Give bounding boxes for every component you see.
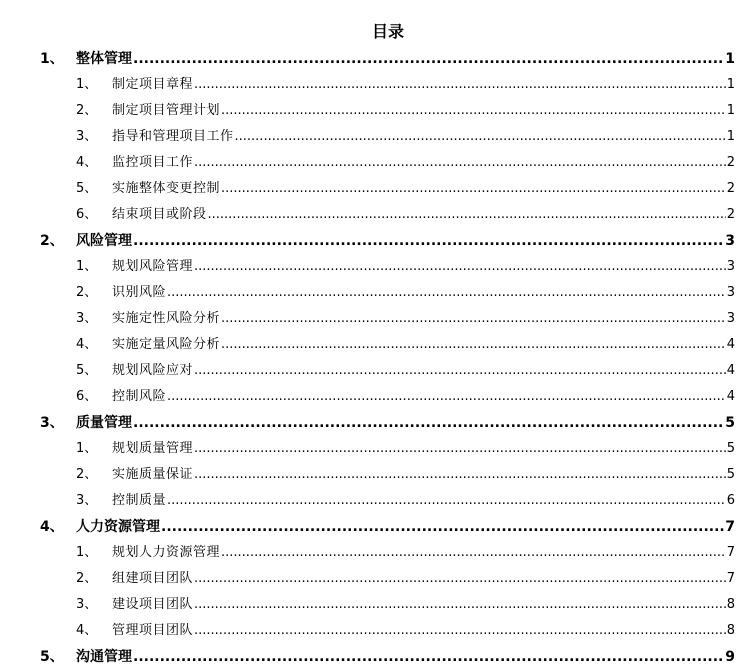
toc-entry-line bbox=[112, 596, 735, 614]
toc-entry-number: 1、 bbox=[76, 545, 98, 560]
toc-entry-number: 1、 bbox=[76, 77, 98, 92]
toc-subsection-row[interactable] bbox=[0, 98, 745, 124]
dot-leader bbox=[221, 180, 726, 198]
dot-leader bbox=[194, 258, 726, 276]
toc-entry-label[interactable]: 管理项目团队 bbox=[112, 623, 194, 638]
toc-entry-label[interactable]: 实施整体变更控制 bbox=[112, 181, 221, 196]
toc-subsection-row[interactable] bbox=[0, 254, 745, 280]
table-of-contents bbox=[0, 46, 745, 670]
toc-entry-number: 2、 bbox=[40, 233, 64, 249]
toc-entry-label[interactable]: 实施定量风险分析 bbox=[112, 337, 221, 352]
toc-page-number: 6 bbox=[726, 493, 735, 508]
toc-section-row[interactable] bbox=[0, 46, 745, 72]
toc-subsection-row[interactable] bbox=[0, 150, 745, 176]
toc-page-number: 1 bbox=[726, 77, 735, 92]
toc-page-number: 2 bbox=[726, 207, 735, 222]
toc-subsection-row[interactable] bbox=[0, 462, 745, 488]
toc-entry-number: 5、 bbox=[76, 181, 98, 196]
toc-entry-number: 1、 bbox=[40, 51, 64, 67]
toc-page-number: 2 bbox=[726, 181, 735, 196]
toc-entry-line bbox=[112, 154, 735, 172]
dot-leader bbox=[167, 492, 726, 510]
toc-page-number: 1 bbox=[726, 103, 735, 118]
toc-subsection-row[interactable] bbox=[0, 618, 745, 644]
toc-entry-label[interactable]: 识别风险 bbox=[112, 285, 167, 300]
toc-entry-label[interactable]: 人力资源管理 bbox=[76, 519, 160, 535]
toc-entry-line bbox=[112, 258, 735, 276]
toc-entry-line bbox=[76, 232, 735, 250]
toc-entry-line bbox=[112, 102, 735, 120]
toc-entry-line bbox=[112, 206, 735, 224]
dot-leader bbox=[194, 76, 726, 94]
dot-leader bbox=[133, 50, 724, 68]
toc-entry-line bbox=[112, 388, 735, 406]
dot-leader bbox=[194, 440, 726, 458]
toc-entry-label[interactable]: 控制质量 bbox=[112, 493, 167, 508]
toc-entry-line bbox=[112, 466, 735, 484]
toc-section-row[interactable] bbox=[0, 644, 745, 670]
toc-section-row[interactable] bbox=[0, 514, 745, 540]
toc-page-number: 7 bbox=[725, 519, 735, 535]
toc-entry-line bbox=[112, 336, 735, 354]
toc-page-number: 4 bbox=[726, 389, 735, 404]
toc-page-number: 5 bbox=[726, 441, 735, 456]
toc-page-number: 3 bbox=[726, 285, 735, 300]
toc-entry-line bbox=[112, 180, 735, 198]
toc-page-number: 3 bbox=[726, 311, 735, 326]
toc-entry-line bbox=[112, 310, 735, 328]
toc-page-number: 5 bbox=[726, 467, 735, 482]
toc-page-number: 9 bbox=[725, 649, 735, 665]
toc-entry-line bbox=[112, 544, 735, 562]
toc-entry-number: 3、 bbox=[76, 597, 98, 612]
toc-page-number: 5 bbox=[725, 415, 735, 431]
dot-leader bbox=[221, 102, 726, 120]
dot-leader bbox=[235, 128, 726, 146]
toc-entry-line bbox=[112, 622, 735, 640]
toc-entry-line bbox=[112, 284, 735, 302]
toc-subsection-row[interactable] bbox=[0, 280, 745, 306]
toc-entry-label[interactable]: 制定项目章程 bbox=[112, 77, 194, 92]
toc-section-row[interactable] bbox=[0, 410, 745, 436]
toc-entry-label[interactable]: 结束项目或阶段 bbox=[112, 207, 207, 222]
toc-entry-number: 4、 bbox=[76, 155, 98, 170]
toc-entry-label[interactable]: 建设项目团队 bbox=[112, 597, 194, 612]
dot-leader bbox=[208, 206, 726, 224]
toc-page-number: 3 bbox=[726, 259, 735, 274]
toc-entry-label[interactable]: 实施定性风险分析 bbox=[112, 311, 221, 326]
toc-page-number: 7 bbox=[726, 545, 735, 560]
toc-entry-number: 2、 bbox=[76, 285, 98, 300]
dot-leader bbox=[221, 544, 726, 562]
toc-entry-number: 1、 bbox=[76, 441, 98, 456]
toc-entry-number: 2、 bbox=[76, 467, 98, 482]
dot-leader bbox=[221, 310, 726, 328]
dot-leader bbox=[194, 362, 726, 380]
toc-entry-line bbox=[112, 440, 735, 458]
toc-entry-label[interactable]: 控制风险 bbox=[112, 389, 167, 404]
toc-entry-line bbox=[112, 492, 735, 510]
toc-subsection-row[interactable] bbox=[0, 592, 745, 618]
toc-subsection-row[interactable] bbox=[0, 306, 745, 332]
toc-entry-label[interactable]: 规划质量管理 bbox=[112, 441, 194, 456]
toc-entry-line bbox=[76, 50, 735, 68]
toc-section-row[interactable] bbox=[0, 228, 745, 254]
toc-entry-line bbox=[76, 518, 735, 536]
toc-subsection-row[interactable] bbox=[0, 72, 745, 98]
toc-entry-number: 3、 bbox=[40, 415, 64, 431]
toc-page-number: 4 bbox=[726, 337, 735, 352]
toc-entry-label[interactable]: 指导和管理项目工作 bbox=[112, 129, 234, 144]
dot-leader bbox=[133, 648, 724, 666]
toc-page-number: 4 bbox=[726, 363, 735, 378]
toc-entry-number: 3、 bbox=[76, 129, 98, 144]
toc-page-number: 1 bbox=[725, 51, 735, 67]
toc-entry-number: 4、 bbox=[40, 519, 64, 535]
toc-entry-line bbox=[112, 362, 735, 380]
toc-entry-number: 4、 bbox=[76, 337, 98, 352]
toc-page-number: 8 bbox=[726, 597, 735, 612]
toc-subsection-row[interactable] bbox=[0, 540, 745, 566]
toc-subsection-row[interactable] bbox=[0, 332, 745, 358]
toc-entry-number: 6、 bbox=[76, 207, 98, 222]
toc-entry-number: 6、 bbox=[76, 389, 98, 404]
toc-entry-label[interactable]: 组建项目团队 bbox=[112, 571, 194, 586]
dot-leader bbox=[194, 596, 726, 614]
toc-entry-label[interactable]: 规划风险应对 bbox=[112, 363, 194, 378]
toc-entry-number: 4、 bbox=[76, 623, 98, 638]
dot-leader bbox=[133, 232, 724, 250]
toc-entry-number: 2、 bbox=[76, 103, 98, 118]
toc-entry-number: 1、 bbox=[76, 259, 98, 274]
toc-entry-label[interactable]: 规划风险管理 bbox=[112, 259, 194, 274]
toc-page-number: 1 bbox=[726, 129, 735, 144]
toc-title: 目录 bbox=[371, 22, 404, 41]
toc-entry-label[interactable]: 沟通管理 bbox=[76, 649, 132, 665]
dot-leader bbox=[221, 336, 726, 354]
toc-subsection-row[interactable] bbox=[0, 202, 745, 228]
toc-subsection-row[interactable] bbox=[0, 436, 745, 462]
dot-leader bbox=[194, 466, 726, 484]
toc-subsection-row[interactable] bbox=[0, 358, 745, 384]
dot-leader bbox=[161, 518, 724, 536]
dot-leader bbox=[194, 570, 726, 588]
dot-leader bbox=[167, 388, 726, 406]
toc-entry-line bbox=[112, 76, 735, 94]
toc-subsection-row[interactable] bbox=[0, 124, 745, 150]
toc-entry-label[interactable]: 整体管理 bbox=[76, 51, 132, 67]
toc-entry-label[interactable]: 制定项目管理计划 bbox=[112, 103, 221, 118]
toc-subsection-row[interactable] bbox=[0, 384, 745, 410]
dot-leader bbox=[194, 154, 726, 172]
toc-page-number: 3 bbox=[725, 233, 735, 249]
toc-entry-line bbox=[112, 570, 735, 588]
toc-entry-number: 3、 bbox=[76, 311, 98, 326]
toc-entry-label[interactable]: 风险管理 bbox=[76, 233, 132, 249]
dot-leader bbox=[133, 414, 724, 432]
toc-page-number: 8 bbox=[726, 623, 735, 638]
toc-page-number: 2 bbox=[726, 155, 735, 170]
dot-leader bbox=[167, 284, 726, 302]
toc-entry-label[interactable]: 质量管理 bbox=[76, 415, 132, 431]
toc-entry-number: 3、 bbox=[76, 493, 98, 508]
toc-entry-line bbox=[76, 414, 735, 432]
toc-subsection-row[interactable] bbox=[0, 176, 745, 202]
toc-entry-number: 5、 bbox=[76, 363, 98, 378]
toc-entry-label[interactable]: 实施质量保证 bbox=[112, 467, 194, 482]
toc-entry-number: 2、 bbox=[76, 571, 98, 586]
toc-subsection-row[interactable] bbox=[0, 488, 745, 514]
toc-entry-line bbox=[112, 128, 735, 146]
toc-entry-label[interactable]: 规划人力资源管理 bbox=[112, 545, 221, 560]
toc-page-number: 7 bbox=[726, 571, 735, 586]
toc-subsection-row[interactable] bbox=[0, 566, 745, 592]
dot-leader bbox=[194, 622, 726, 640]
toc-entry-line bbox=[76, 648, 735, 666]
toc-entry-label[interactable]: 监控项目工作 bbox=[112, 155, 194, 170]
toc-entry-number: 5、 bbox=[40, 649, 64, 665]
